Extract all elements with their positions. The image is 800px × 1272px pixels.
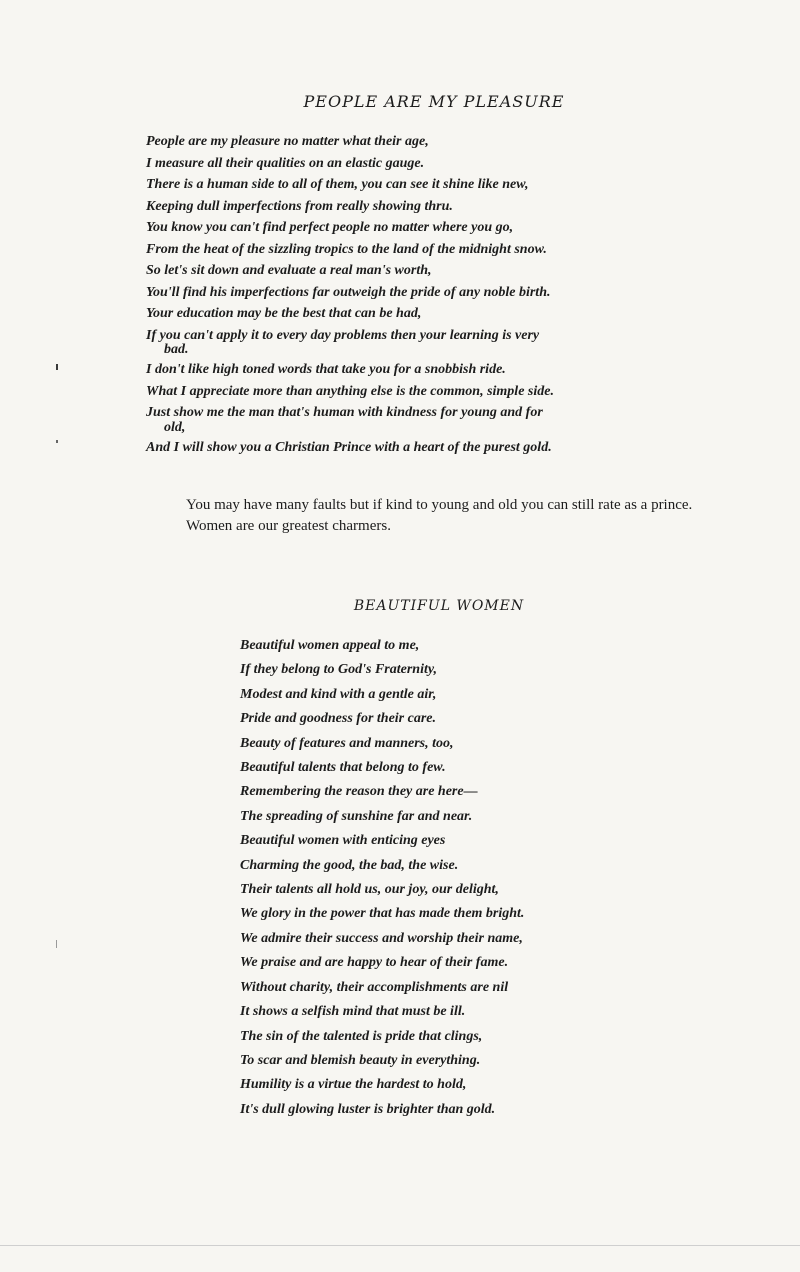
poem-line: And I will show you a Christian Prince with a heart of the purest gold. xyxy=(146,439,552,455)
poem-line: Just show me the man that's human with kindness for young and for xyxy=(146,405,543,420)
poem-line: Your education may be the best that can be had, xyxy=(146,306,422,321)
poem-line: Beautiful talents that belong to few. xyxy=(240,760,446,776)
poem-line: We praise and are happy to hear of their fame. xyxy=(240,955,509,971)
poem-line: We admire their success and worship their name, xyxy=(240,930,523,946)
poem-line: I measure all their qualities on an elastic gauge. xyxy=(146,155,425,171)
margin-mark xyxy=(56,940,57,948)
poem-line: old, xyxy=(164,419,186,435)
poem-people-are-my-pleasure xyxy=(146,131,736,458)
poem-line: You know you can't find perfect people no matter where you go, xyxy=(146,220,514,235)
poem-line: You'll find his imperfections far outweigh the pride of any noble birth. xyxy=(146,284,551,300)
poem-line: From the heat of the sizzling tropics to the land of the midnight snow. xyxy=(146,241,547,257)
page-edge-rule xyxy=(0,1245,800,1246)
poem-line: Humility is a virtue the hardest to hold, xyxy=(240,1077,467,1093)
poem-line: If you can't apply it to every day problems then your learning is very xyxy=(146,327,540,343)
margin-mark xyxy=(56,364,58,370)
poem-line: If they belong to God's Fraternity, xyxy=(240,662,438,678)
poem-line: Without charity, their accomplishments are nil xyxy=(240,979,509,995)
poem-line: Their talents all hold us, our joy, our delight, xyxy=(240,882,499,898)
poem-title-people-are-my-pleasure: PEOPLE ARE MY PLEASURE xyxy=(303,92,565,111)
poem-line: What I appreciate more than anything else is the common, simple side. xyxy=(146,383,554,399)
poem-line: It shows a selfish mind that must be ill. xyxy=(240,1004,466,1020)
poem-beautiful-women xyxy=(240,634,680,1122)
prose-block xyxy=(148,495,728,537)
poem-line: Pride and goodness for their care. xyxy=(240,711,436,727)
poem-line: So let's sit down and evaluate a real man's worth, xyxy=(146,263,432,278)
poem-line: The sin of the talented is pride that clings, xyxy=(240,1028,483,1044)
poem-line: There is a human side to all of them, you can see it shine like new, xyxy=(146,177,529,192)
poem-line: Charming the good, the bad, the wise. xyxy=(240,857,459,873)
poem-line: I don't like high toned words that take you for a snobbish ride. xyxy=(146,362,506,377)
poem-line: The spreading of sunshine far and near. xyxy=(240,808,473,824)
margin-mark xyxy=(56,440,58,443)
poem-line: We glory in the power that has made them bright. xyxy=(240,906,525,922)
poem-line: Beautiful women appeal to me, xyxy=(240,638,420,653)
poem-line: To scar and blemish beauty in everything. xyxy=(240,1052,481,1068)
poem-line: People are my pleasure no matter what their age, xyxy=(146,134,429,149)
poem-line: Remembering the reason they are here— xyxy=(240,784,478,800)
poem-line: It's dull glowing luster is brighter than gold. xyxy=(240,1101,496,1117)
poem-line: Beautiful women with enticing eyes xyxy=(240,833,446,849)
poem-line: bad. xyxy=(164,342,189,357)
poem-line: Modest and kind with a gentle air, xyxy=(240,686,437,702)
poem-line: Beauty of features and manners, too, xyxy=(240,735,454,751)
poem-line: Keeping dull imperfections from really showing thru. xyxy=(146,198,453,214)
prose-paragraph: You may have many faults but if kind to young and old you can still rate as a prince. xyxy=(186,497,693,513)
prose-paragraph: Women are our greatest charmers. xyxy=(186,518,391,534)
poem-title-beautiful-women: BEAUTIFUL WOMEN xyxy=(353,598,525,614)
